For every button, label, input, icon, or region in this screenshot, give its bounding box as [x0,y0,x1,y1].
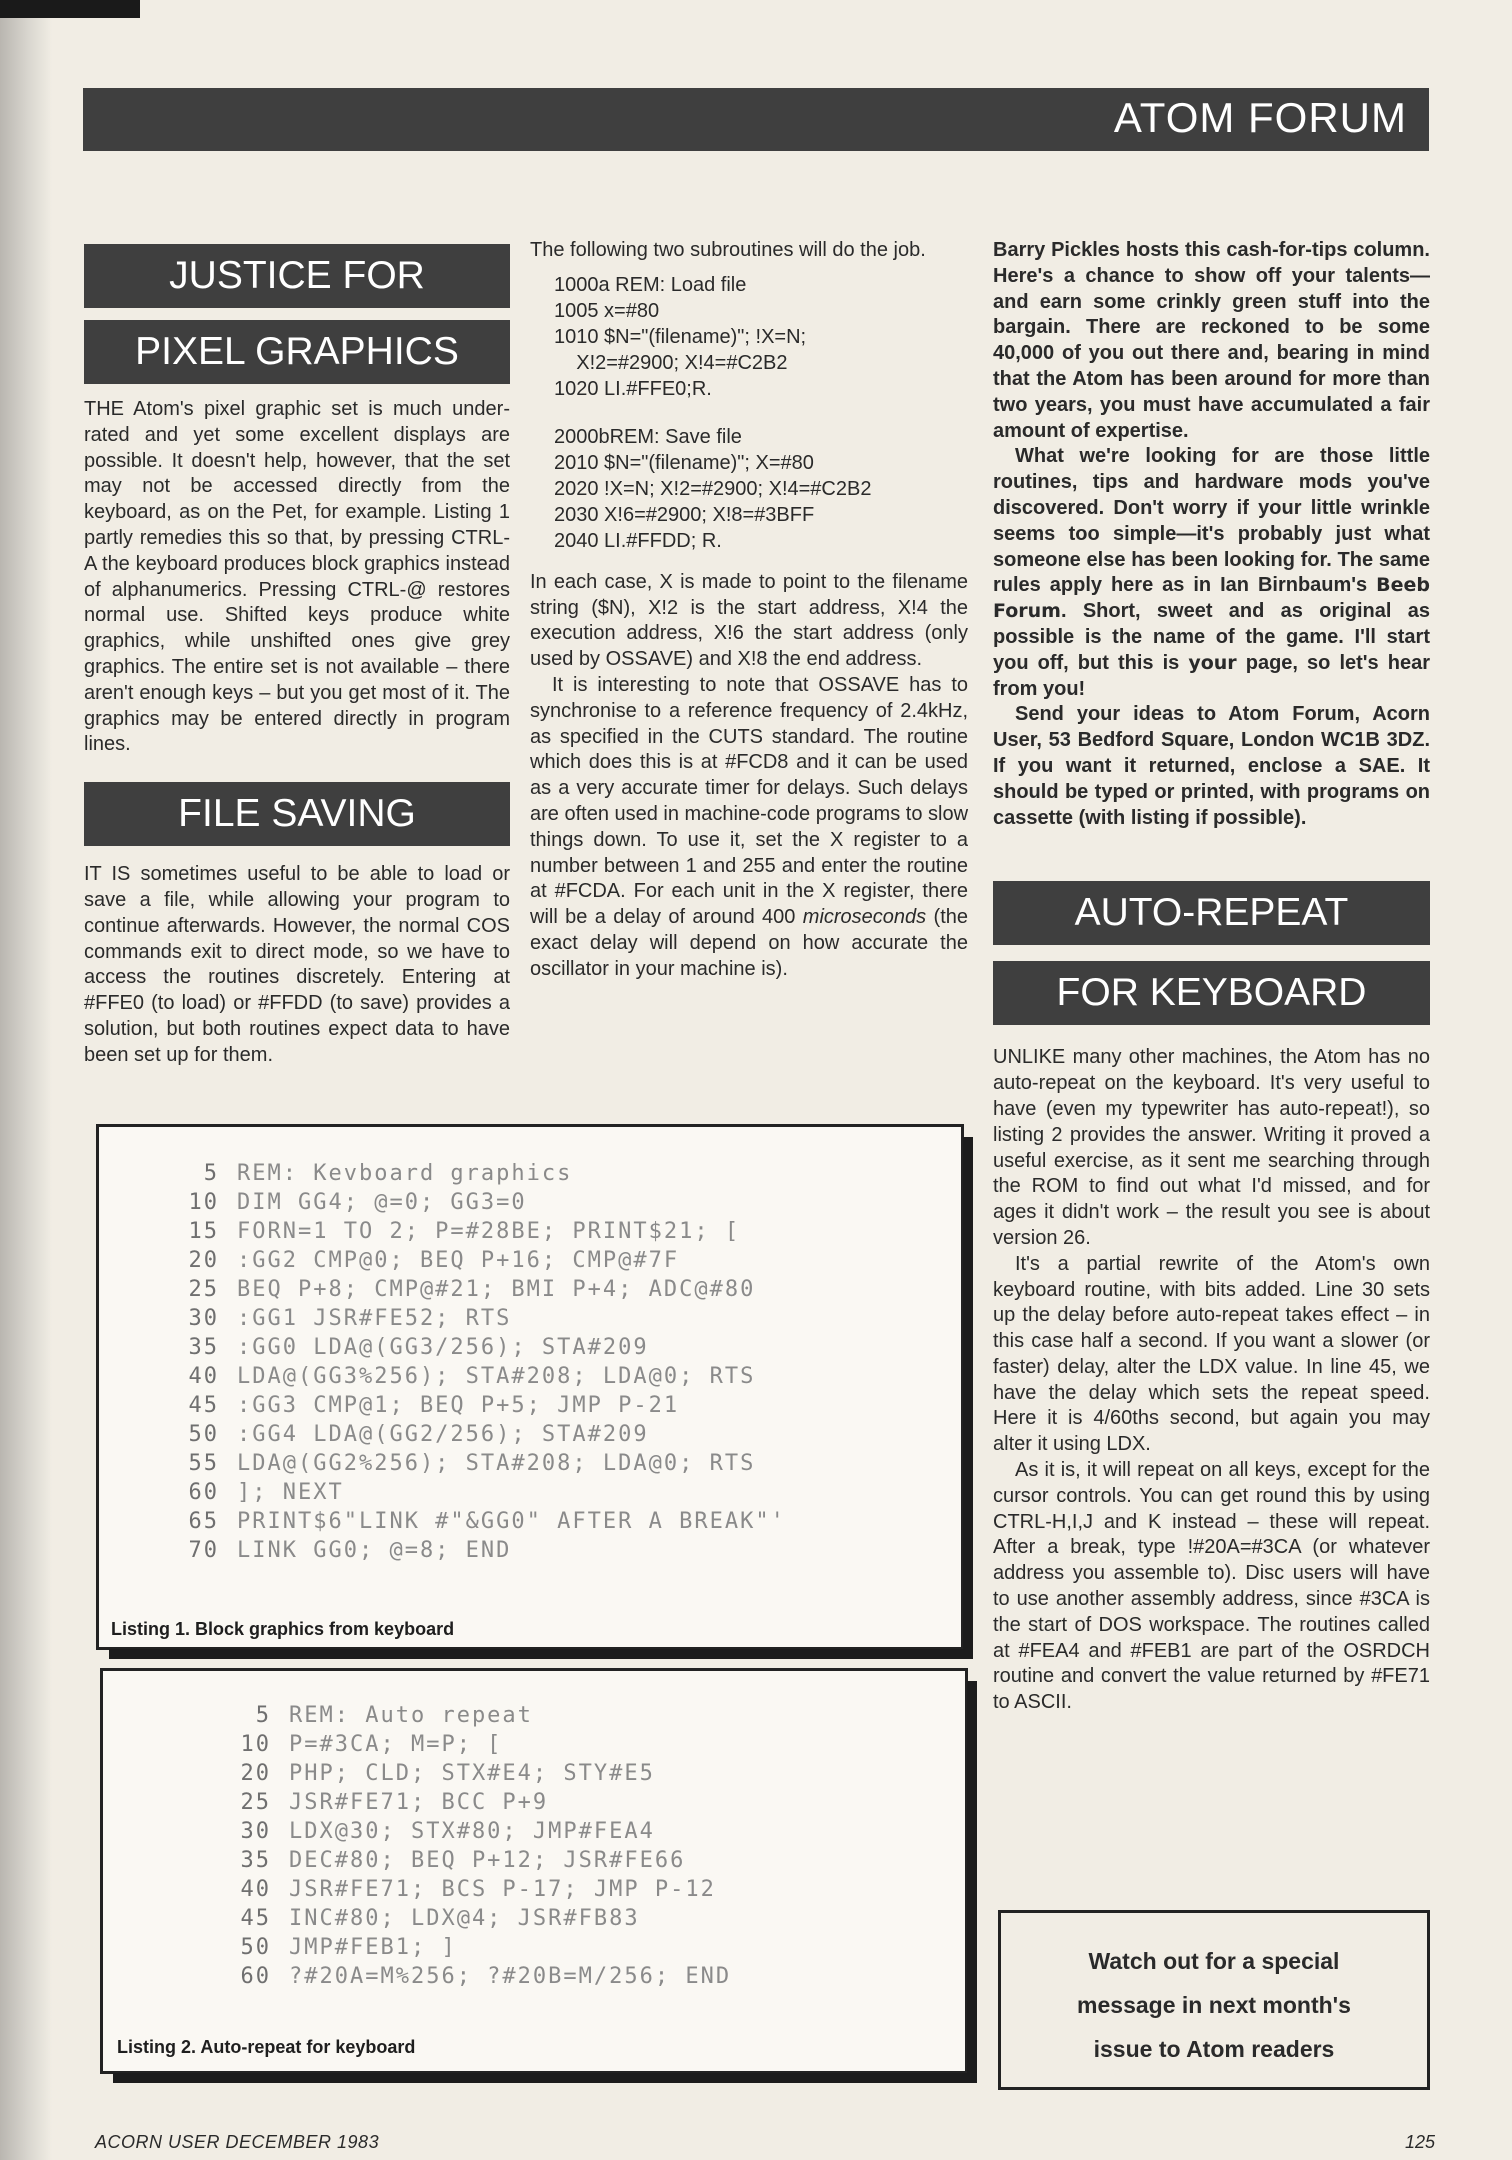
listing-1-line-code: DIM GG4; @=0; GG3=0 [237,1190,527,1215]
load-file-code [554,272,968,402]
listing-1-line [159,1362,786,1391]
listing-1-shadow-bottom [109,1649,973,1659]
listing-1-line [159,1188,786,1217]
save-code-line: 2000bREM: Save file [554,425,742,448]
listing-1-line [159,1478,786,1507]
auto-repeat-heading-line1: AUTO-REPEAT [993,881,1430,945]
listing-1-line-code: BEQ P+8; CMP@#21; BMI P+4; ADC@#80 [237,1277,756,1302]
listing-1-line-code: ]; NEXT [237,1480,344,1505]
footer-issue: ACORN USER DECEMBER 1983 [95,2132,380,2152]
beeb-forum-title: Beeb Forum [993,574,1430,623]
auto-repeat-heading-line2: FOR KEYBOARD [993,961,1430,1025]
file-saving-heading: FILE SAVING [84,782,510,846]
ossave-text-a: It is interesting to note that OSSAVE has to synchronise to a reference frequency of 2.4kHz, as specified in the CUTS standard. The routine which does this is at #FCD8 and it can be used as a very accurate timer for delays. Such delays are often used in machine-code programs to slow things down. To use it, set the X register to a number between 1 and 255 and enter the routine at #FCDA. For each unit in the X register, there will be a delay of around 400 [530,673,969,929]
listing-2-line [211,1817,731,1846]
section-banner [83,88,1429,151]
listing-1-line-number: 55 [188,1451,219,1476]
listing-1-line-code: PRINT$6"LINK #"&GG0" AFTER A BREAK"' [237,1509,786,1534]
load-code-line: 1005 x=#80 [554,299,660,322]
listing-2-line-number: 50 [240,1935,271,1960]
listing-2-line [211,1846,731,1875]
listing-2-line [211,1962,731,1991]
save-code-line: 2040 LI.#FFDD; R. [554,529,722,552]
column-middle [530,238,968,983]
listing-2-line-number: 35 [240,1848,271,1873]
listing-2-line-code: JMP#FEB1; ] [289,1935,457,1960]
listing-1-box [96,1124,964,1650]
page-number: 125 [1405,2132,1436,2152]
listing-1-line-number: 45 [188,1393,219,1418]
page-corner-mark [0,0,140,18]
pointer-explanation: In each case, X is made to point to the filename string ($N), X!2 is the start address, X!4 the execution address, X!6 the start address (only used by OSSAVE) and X!8 the end address. [530,570,968,671]
ossave-timing-paragraph [530,673,968,983]
listing-2-line-code: JSR#FE71; BCC P+9 [289,1790,549,1815]
listing-1-line-number: 35 [188,1335,219,1360]
listing-2-line-code: JSR#FE71; BCS P-17; JMP P-12 [289,1877,716,1902]
listing-1-line-number: 70 [188,1538,219,1563]
forum-address-paragraph: Send your ideas to Atom Forum, Acorn User, 53 Bedford Square, London WC1B 3DZ. If you want it returned, enclose a SAE. It should be typed or printed, with programs on cassette (with listing if possible). [993,703,1430,829]
your-emphasis: your [1188,651,1237,674]
listing-1-line-code: LDA@(GG2%256); STA#208; LDA@0; RTS [237,1451,756,1476]
listing-1-line-number: 30 [188,1306,219,1331]
listing-1-line [159,1536,786,1565]
auto-repeat-p3: As it is, it will repeat on all keys, except for the cursor controls. You can get round this by using CTRL-H,I,J and K instead – these will repeat. After a break, type !#20A=#3CA (or whatever address you assemble to). Disc users will have to use another assembly address, since #3CA is the start of DOS workspace. The routines called at #FEA4 and #FEB1 are part of the OSRDCH routine and convert the value returned by #FE71 to ASCII. [993,1459,1430,1714]
listing-2-line [211,1875,731,1904]
listing-1-line-number: 20 [188,1248,219,1273]
notice-line-1: Watch out for a special [1088,1948,1340,1974]
listing-1-line-number: 25 [188,1277,219,1302]
listing-2-caption: Listing 2. Auto-repeat for keyboard [117,2037,416,2057]
listing-2-line-number: 10 [240,1732,271,1757]
listing-1-line-number: 40 [188,1364,219,1389]
pixel-heading-line2: PIXEL GRAPHICS [84,320,510,384]
file-saving-body: IT IS sometimes useful to be able to load or save a file, while allowing your program to continue afterwards. However, the normal COS commands exit to direct mode, so we have to access the routines discretely. Entering at #FFE0 (to load) or #FFDD (to save) provides a solution, but both routines expect data to have been set up for them. [84,863,510,1066]
forum-intro-paragraph: Barry Pickles hosts this cash-for-tips column. Here's a chance to show off your talents—and earn some crinkly green stuff into the bargain. There are reckoned to be some 40,000 of you out there and, bearing in mind that the Atom has been around for more than two years, you must have accumulated a fair amount of expertise. [993,239,1430,442]
listing-2-line-code: DEC#80; BEQ P+12; JSR#FE66 [289,1848,686,1873]
listing-1-line [159,1159,786,1188]
save-file-code [554,424,968,554]
listing-1-line-code: REM: Kevboard graphics [237,1161,573,1186]
listing-1-line [159,1304,786,1333]
listing-1-line-code: FORN=1 TO 2; P=#28BE; PRINT$21; [ [237,1219,741,1244]
listing-2-line-code: LDX@30; STX#80; JMP#FEA4 [289,1819,655,1844]
save-code-line: 2020 !X=N; X!2=#2900; X!4=#C2B2 [554,477,872,500]
listing-1-code [159,1159,786,1565]
listing-1-line-number: 60 [188,1480,219,1505]
listing-1-line-code: LDA@(GG3%256); STA#208; LDA@0; RTS [237,1364,756,1389]
listing-1-line-number: 5 [203,1161,219,1186]
ossave-text-b: (the exact delay will depend on how accurate the oscillator in your machine is). [530,906,968,980]
listing-2-line-code: P=#3CA; M=P; [ [289,1732,503,1757]
load-code-line: 1020 LI.#FFE0;R. [554,377,712,400]
pixel-heading-line1: JUSTICE FOR [84,244,510,308]
save-code-line: 2030 X!6=#2900; X!8=#3BFF [554,503,815,526]
save-code-line: 2010 $N="(filename)"; X=#80 [554,451,814,474]
notice-line-3: issue to Atom readers [1093,2036,1335,2062]
banner-title: ATOM FORUM [1113,94,1407,141]
pixel-body: THE Atom's pixel graphic set is much under-rated and yet some excellent displays are possible. It doesn't help, however, that the set may not be accessed directly from the keyboard, as on the Pet, for example. Listing 1 partly remedies this so that, by pressing CTRL-A the keyboard produces block graphics instead of alphanumerics. Pressing CTRL-@ restores normal use. Shifted keys produce white graphics, while unshifted ones give grey graphics. The entire set is not available – there aren't enough keys – but you get most of it. The graphics may be entered directly in program lines. [84,398,510,756]
ossave-text-italic: microseconds [802,906,927,929]
listing-1-line [159,1275,786,1304]
listing-2-line-number: 20 [240,1761,271,1786]
notice-line-2: message in next month's [1077,1992,1351,2018]
load-code-line: X!2=#2900; X!4=#C2B2 [554,351,788,374]
listing-1-line-code: :GG4 LDA@(GG2/256); STA#209 [237,1422,649,1447]
page-spine-shadow [0,0,52,2160]
listing-2-line [211,1904,731,1933]
special-message-text [1001,1939,1427,2071]
listing-1-line-number: 50 [188,1422,219,1447]
listing-2-line-code: ?#20A=M%256; ?#20B=M/256; END [289,1964,732,1989]
listing-1-line-number: 65 [188,1509,219,1534]
listing-2-line-code: REM: Auto repeat [289,1703,533,1728]
listing-1-line-code: :GG3 CMP@1; BEQ P+5; JMP P-21 [237,1393,680,1418]
load-code-line: 1000a REM: Load file [554,273,747,296]
listing-1-line [159,1217,786,1246]
listing-1-line-code: :GG0 LDA@(GG3/256); STA#209 [237,1335,649,1360]
listing-2-line-number: 60 [240,1964,271,1989]
column-right [993,238,1430,1716]
load-code-line: 1010 $N="(filename)"; !X=N; [554,325,807,348]
listing-2-line-code: INC#80; LDX@4; JSR#FB83 [289,1906,640,1931]
listing-1-line-code: :GG1 JSR#FE52; RTS [237,1306,512,1331]
listing-1-shadow-right [963,1137,973,1659]
listing-2-line [211,1933,731,1962]
listing-2-line-code: PHP; CLD; STX#E4; STY#E5 [289,1761,655,1786]
listing-1-line [159,1391,786,1420]
listing-2-line [211,1759,731,1788]
listing-1-line [159,1333,786,1362]
listing-1-line-code: :GG2 CMP@0; BEQ P+16; CMP@#7F [237,1248,680,1273]
listing-1-line-code: LINK GG0; @=8; END [237,1538,512,1563]
listing-2-line-number: 40 [240,1877,271,1902]
forum-request-c: page, so let's hear from you! [993,651,1430,700]
auto-repeat-p2: It's a partial rewrite of the Atom's own keyboard routine, with bits added. Line 30 sets up the delay before auto-repeat takes effect – in this case half a second. If you want a slower (or faster) delay, alter the LDX value. In line 45, we have the delay which sets the repeat speed. Here it is 4/60ths second, but again you may alter it using LDX. [993,1252,1430,1456]
listing-2-line [211,1701,731,1730]
listing-2-line [211,1788,731,1817]
subroutines-intro: The following two subroutines will do the job. [530,239,926,261]
listing-1-caption: Listing 1. Block graphics from keyboard [111,1619,455,1639]
listing-1-line-number: 10 [188,1190,219,1215]
forum-request-b: . Short, sweet and as original as possible is the name of the game. I'll start you off, but this is [993,600,1430,674]
special-message-box [998,1910,1430,2090]
listing-1-line-number: 15 [188,1219,219,1244]
listing-2-shadow-bottom [113,2073,977,2083]
forum-request-paragraph [993,444,1430,702]
listing-1-line [159,1507,786,1536]
listing-1-line [159,1420,786,1449]
column-left [84,244,510,1069]
listing-2-line-number: 30 [240,1819,271,1844]
listing-2-code [211,1701,731,1991]
auto-repeat-p1: UNLIKE many other machines, the Atom has no auto-repeat on the keyboard. It's very useful to have (even my typewriter has auto-repeat!), so listing 2 provides the answer. Writing it proved a useful exercise, as it sent me searching through the ROM to find out what I'd missed, and for ages it didn't work – the result you see is about version 26. [993,1046,1430,1249]
listing-2-line-number: 45 [240,1906,271,1931]
listing-2-shadow-right [967,1681,977,2083]
listing-2-line-number: 5 [255,1703,271,1728]
listing-1-line [159,1449,786,1478]
listing-1-line [159,1246,786,1275]
forum-request-a: What we're looking for are those little routines, tips and hardware mods you've discovered. Don't worry if your little wrinkle seems too simple—it's probably just what someone else has been looking for. The same rules apply here as in Ian Birnbaum's [993,445,1430,597]
listing-2-line-number: 25 [240,1790,271,1815]
listing-2-box [100,1668,968,2074]
listing-2-line [211,1730,731,1759]
